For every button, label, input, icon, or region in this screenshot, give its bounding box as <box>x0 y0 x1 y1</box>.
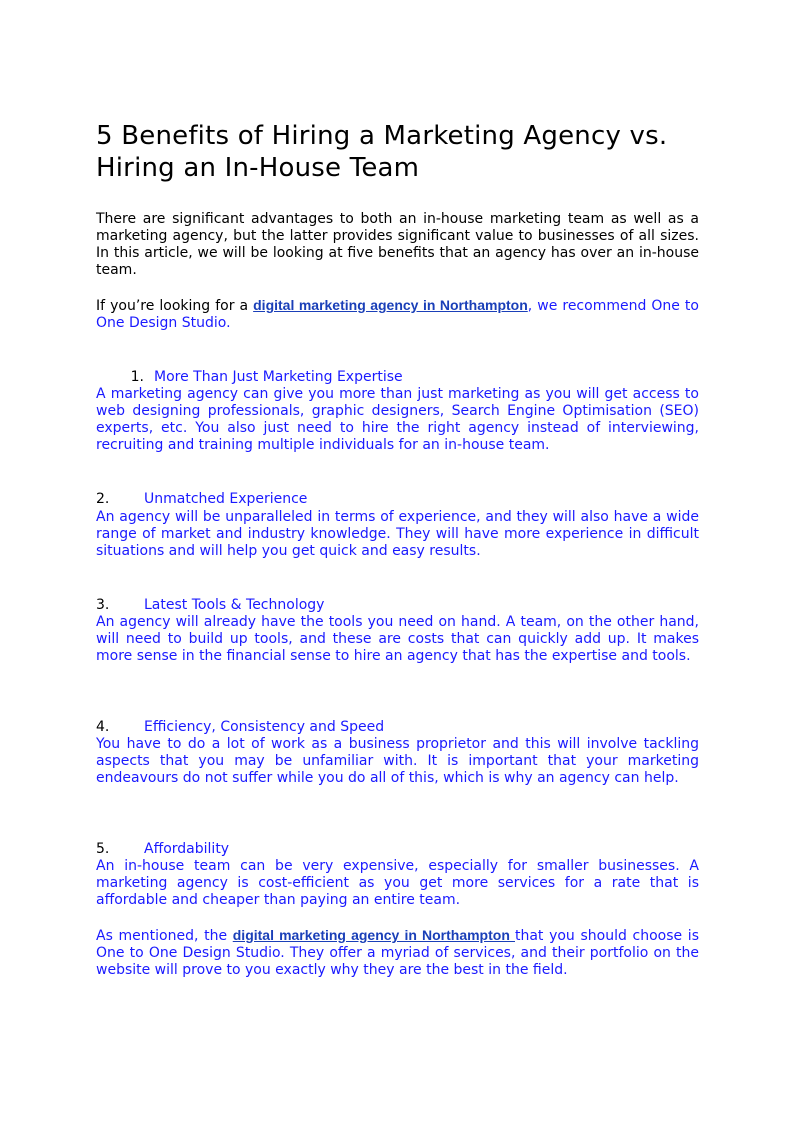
section-body-1: A marketing agency can give you more than just marketing as you will get access to web designing professionals, graphic designers, Search Engine Optimisation (SEO) experts, etc. You also just need to hire the right agency instead of interviewing, recruiting and training multiple individuals for an in-house team. <box>96 386 699 453</box>
section-number: 4. <box>96 719 110 735</box>
section-heading-text: Efficiency, Consistency and Speed <box>144 719 385 735</box>
section-number: 3. <box>96 597 110 613</box>
page-title: 5 Benefits of Hiring a Marketing Agency vs. Hiring an In-House Team <box>96 121 668 183</box>
section-number: 1. <box>130 369 144 385</box>
section-number: 5. <box>96 841 110 857</box>
intro-paragraph: There are significant advantages to both an in-house marketing team as well as a marketing agency, but the latter provides significant value to businesses of all sizes. In this article, we will be looking at five benefits that an agency has over an in-house team. <box>96 211 699 278</box>
section-body-3: An agency will already have the tools you need on hand. A team, on the other hand, will need to build up tools, and these are costs that can quickly add up. It makes more sense in the financial sense to hire an agency that has the expertise and tools. <box>96 614 699 664</box>
section-body-5: An in-house team can be very expensive, especially for smaller businesses. A marketing agency is cost-efficient as you get more services for a rate that is affordable and cheaper than paying an entire team. <box>96 858 699 908</box>
recommend-paragraph <box>96 297 699 332</box>
section-heading-3 <box>96 597 699 614</box>
section-heading-text: Latest Tools & Technology <box>144 597 325 613</box>
recommend-suffix: , we recommend One to One Design Studio. <box>96 298 699 331</box>
agency-link[interactable]: digital marketing agency in Northampton <box>232 927 515 943</box>
closing-paragraph <box>96 927 699 979</box>
section-body-2: An agency will be unparalleled in terms of experience, and they will also have a wide range of market and industry knowledge. They will have more experience in difficult situations and will help you get quick and easy results. <box>96 509 699 559</box>
section-heading-4 <box>96 719 699 736</box>
section-heading-1 <box>96 369 699 386</box>
section-body-4: You have to do a lot of work as a business proprietor and this will involve tackling aspects that you may be unfamiliar with. It is important that your marketing endeavours do not suffer while you do all of this, which is why an agency can help. <box>96 736 699 786</box>
section-heading-text: Unmatched Experience <box>144 491 308 507</box>
closing-suffix: that you should choose is One to One Design Studio. They offer a myriad of services, and their portfolio on the website will prove to you exactly why they are the best in the field. <box>96 928 699 978</box>
section-heading-text: Affordability <box>144 841 230 857</box>
section-heading-2 <box>96 491 699 508</box>
section-heading-text: More Than Just Marketing Expertise <box>154 369 403 385</box>
agency-link[interactable]: digital marketing agency in Northampton <box>253 297 528 313</box>
closing-prefix: As mentioned, the <box>96 928 233 944</box>
section-number: 2. <box>96 491 110 507</box>
recommend-prefix: If you’re looking for a <box>96 298 254 314</box>
section-heading-5 <box>96 841 699 858</box>
